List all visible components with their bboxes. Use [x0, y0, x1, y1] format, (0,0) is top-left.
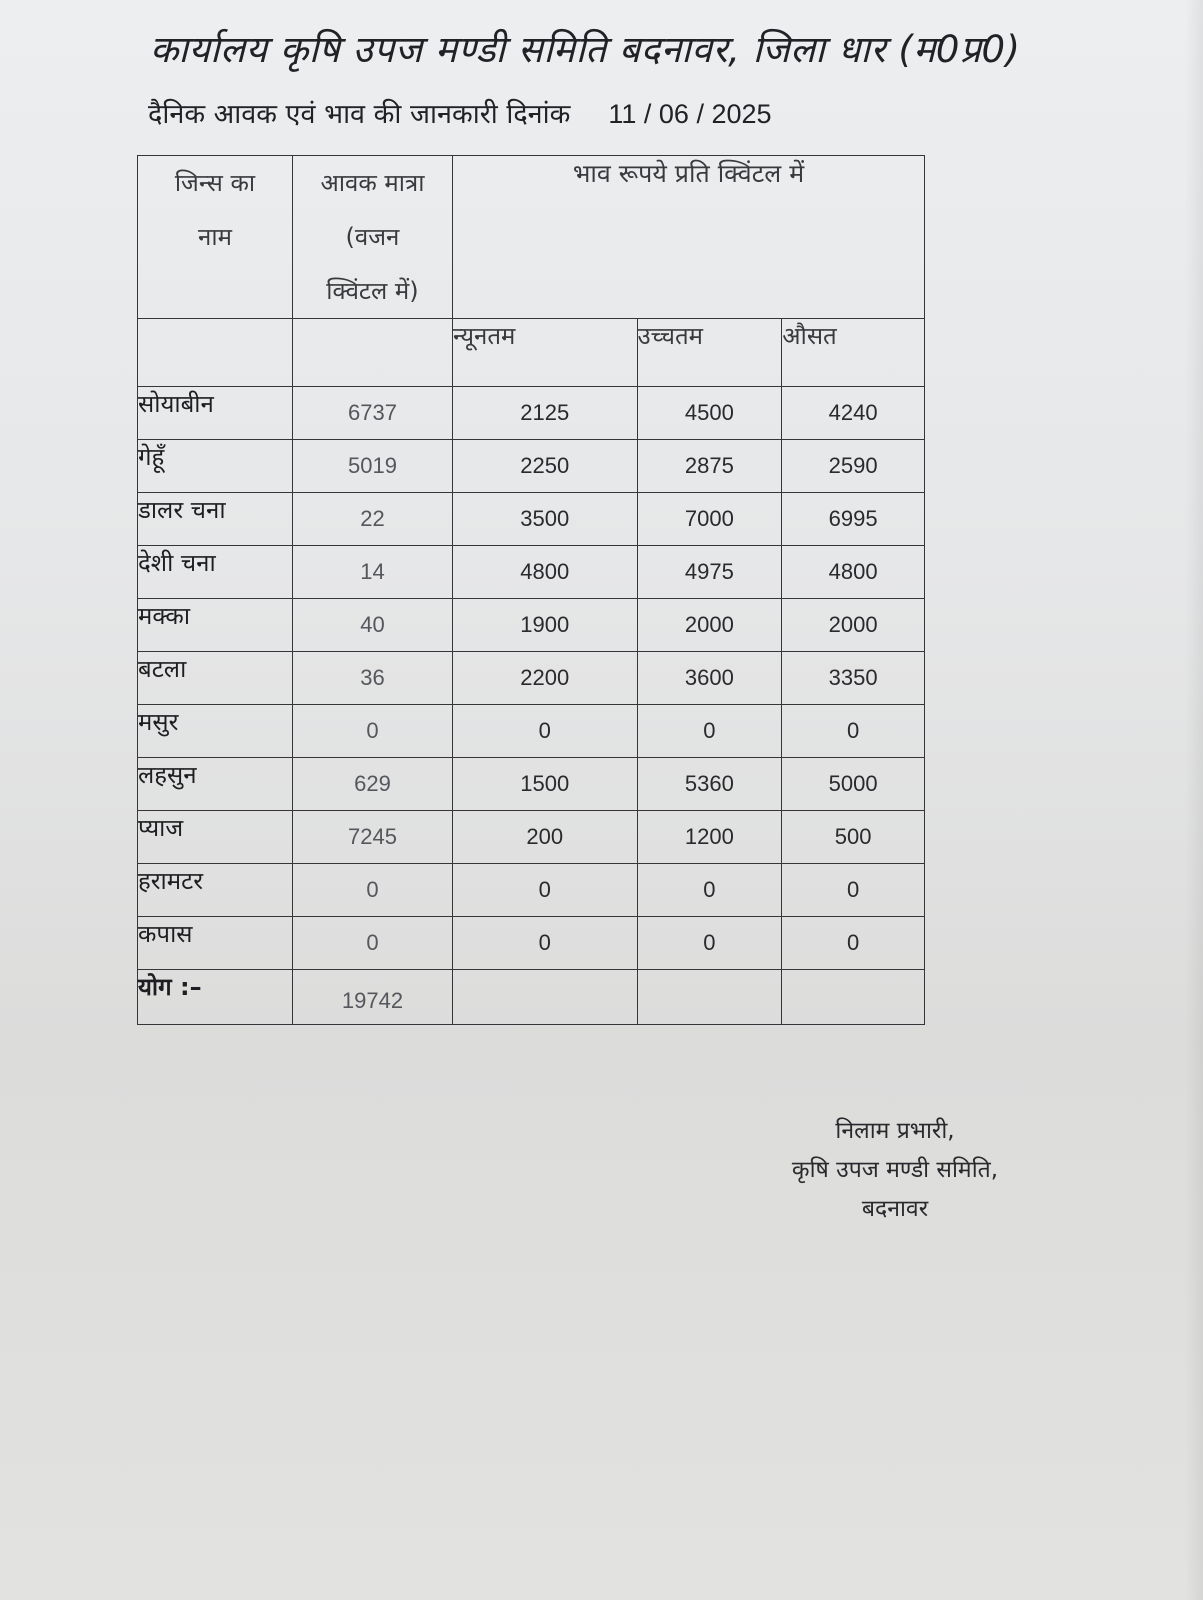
- min-price-header: न्यूनतम: [453, 319, 638, 387]
- signature-block: [700, 1112, 1090, 1229]
- total-label: योग :–: [138, 970, 293, 1025]
- table-row: [138, 864, 925, 917]
- max-price: 4975: [637, 546, 782, 599]
- empty-subheader-cell: [138, 319, 293, 387]
- avg-price: 2590: [782, 440, 925, 493]
- min-price: 2200: [453, 652, 638, 705]
- table-row: [138, 440, 925, 493]
- avg-price: 4800: [782, 546, 925, 599]
- avg-price: 500: [782, 811, 925, 864]
- arrival-quantity: 5019: [292, 440, 452, 493]
- arrival-quantity: 36: [292, 652, 452, 705]
- commodity-column-header: [138, 156, 293, 319]
- arrival-quantity: 14: [292, 546, 452, 599]
- avg-price: 3350: [782, 652, 925, 705]
- max-price: 4500: [637, 387, 782, 440]
- max-price: 5360: [637, 758, 782, 811]
- table-row: [138, 599, 925, 652]
- avg-price: 4240: [782, 387, 925, 440]
- min-price: 0: [453, 705, 638, 758]
- header-row: [138, 156, 925, 319]
- min-price: 1500: [453, 758, 638, 811]
- office-title: कार्यालय कृषि उपज मण्डी समिति बदनावर, जिला धार (म0प्र0): [150, 28, 1021, 71]
- avg-price: 0: [782, 864, 925, 917]
- min-price: 4800: [453, 546, 638, 599]
- signature-line-1: निलाम प्रभारी,: [835, 1118, 955, 1144]
- arrival-quantity: 629: [292, 758, 452, 811]
- total-row: [138, 970, 925, 1025]
- arrival-quantity: 0: [292, 864, 452, 917]
- table-row: [138, 387, 925, 440]
- commodity-name: मसुर: [138, 705, 293, 758]
- commodity-name: बटला: [138, 652, 293, 705]
- arrival-quantity: 40: [292, 599, 452, 652]
- commodity-name: सोयाबीन: [138, 387, 293, 440]
- min-price: 0: [453, 917, 638, 970]
- avg-price: 0: [782, 705, 925, 758]
- max-price: 1200: [637, 811, 782, 864]
- max-price-header: उच्चतम: [637, 319, 782, 387]
- arrival-quantity: 0: [292, 705, 452, 758]
- avg-price: 5000: [782, 758, 925, 811]
- table-row: [138, 917, 925, 970]
- commodity-header-line-1: जिन्स का: [174, 169, 256, 197]
- table-row: [138, 546, 925, 599]
- min-price: 2125: [453, 387, 638, 440]
- max-price: 2000: [637, 599, 782, 652]
- max-price: 7000: [637, 493, 782, 546]
- commodity-name: हरामटर: [138, 864, 293, 917]
- avg-price: 0: [782, 917, 925, 970]
- table-row: [138, 705, 925, 758]
- arrival-column-header: [292, 156, 452, 319]
- signature-line-2: कृषि उपज मण्डी समिति,: [791, 1157, 999, 1183]
- table-row: [138, 652, 925, 705]
- commodity-name: देशी चना: [138, 546, 293, 599]
- commodity-name: गेहूँ: [138, 440, 293, 493]
- subheader-row: [138, 319, 925, 387]
- arrival-header-line-2: (वजन: [345, 223, 400, 251]
- paper-edge-shadow: [1185, 0, 1203, 1600]
- arrival-header-line-1: आवक मात्रा: [320, 169, 425, 197]
- min-price: 3500: [453, 493, 638, 546]
- commodity-name: लहसुन: [138, 758, 293, 811]
- arrival-quantity: 22: [292, 493, 452, 546]
- subtitle-text: दैनिक आवक एवं भाव की जानकारी दिनांक: [148, 99, 571, 130]
- commodity-name: कपास: [138, 917, 293, 970]
- table-row: [138, 758, 925, 811]
- signature-line-3: बदनावर: [861, 1196, 929, 1222]
- max-price: 3600: [637, 652, 782, 705]
- arrival-quantity: 6737: [292, 387, 452, 440]
- total-arrival: 19742: [292, 970, 452, 1025]
- min-price: 0: [453, 864, 638, 917]
- empty-total-cell: [637, 970, 782, 1025]
- avg-price: 2000: [782, 599, 925, 652]
- avg-price-header: औसत: [782, 319, 925, 387]
- max-price: 0: [637, 705, 782, 758]
- report-date: 11 / 06 / 2025: [608, 99, 772, 129]
- empty-subheader-cell: [292, 319, 452, 387]
- commodity-name: प्याज: [138, 811, 293, 864]
- commodity-name: मक्का: [138, 599, 293, 652]
- report-subtitle: [148, 94, 772, 131]
- empty-total-cell: [453, 970, 638, 1025]
- max-price: 0: [637, 917, 782, 970]
- avg-price: 6995: [782, 493, 925, 546]
- min-price: 200: [453, 811, 638, 864]
- empty-total-cell: [782, 970, 925, 1025]
- commodity-name: डालर चना: [138, 493, 293, 546]
- max-price: 2875: [637, 440, 782, 493]
- arrival-quantity: 0: [292, 917, 452, 970]
- min-price: 1900: [453, 599, 638, 652]
- min-price: 2250: [453, 440, 638, 493]
- max-price: 0: [637, 864, 782, 917]
- arrival-header-line-3: क्विंटल में): [326, 277, 419, 305]
- table-row: [138, 493, 925, 546]
- commodity-header-line-2: नाम: [198, 223, 232, 251]
- table-row: [138, 811, 925, 864]
- price-arrival-table: [137, 155, 925, 1025]
- price-column-header: भाव रूपये प्रति क्विंटल में: [453, 156, 925, 319]
- arrival-quantity: 7245: [292, 811, 452, 864]
